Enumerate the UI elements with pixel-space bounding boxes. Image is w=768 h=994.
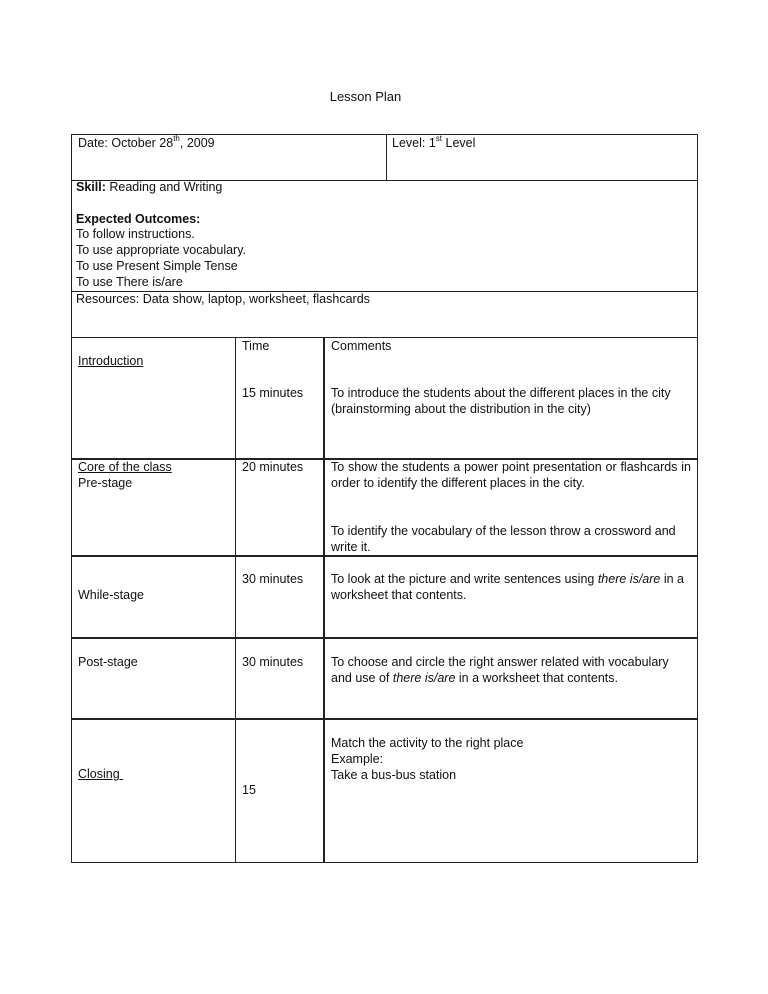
outcomes-list	[76, 226, 246, 290]
comment-while-stage: To look at the picture and write sentences using there is/are in a worksheet that contents.	[331, 572, 684, 602]
column-divider	[235, 337, 236, 863]
time-post-stage: 30 minutes	[242, 655, 304, 669]
comment-closing	[331, 735, 523, 783]
outcomes-heading: Expected Outcomes:	[76, 212, 201, 226]
time-closing: 15	[242, 783, 256, 797]
comment-pre-stage-1: To show the students a power point presentation or flashcards in order to identify the different places in the city.	[331, 460, 691, 490]
outcome-item: To use appropriate vocabulary.	[76, 243, 247, 257]
page-title: Lesson Plan	[329, 89, 402, 104]
stage-post: Post-stage	[78, 655, 138, 669]
outcome-item: To use There is/are	[76, 275, 183, 289]
level-text: Level: 1st Level	[392, 133, 476, 150]
closing-line: Take a bus-bus station	[331, 768, 457, 782]
resources-text: Resources: Data show, laptop, worksheet, flashcards	[76, 292, 370, 306]
stage-introduction: Introduction	[78, 354, 144, 368]
comment-post-stage: To choose and circle the right answer related with vocabulary and use of there is/are in a worksheet that contents.	[331, 655, 669, 685]
row-divider	[71, 555, 698, 557]
outcome-item: To follow instructions.	[76, 227, 195, 241]
comment-pre-stage-2: To identify the vocabulary of the lesson throw a crossword and write it.	[331, 524, 676, 554]
comment-introduction: To introduce the students about the different places in the city (brainstorming about the distribution in the city)	[331, 386, 671, 416]
date-text: Date: October 28th, 2009	[78, 133, 215, 150]
stage-while: While-stage	[78, 588, 144, 602]
skill-line: Skill: Reading and Writing	[76, 180, 223, 194]
closing-line: Example:	[331, 752, 384, 766]
stage-closing: Closing	[78, 767, 124, 781]
time-header: Time	[242, 339, 270, 353]
column-divider	[323, 337, 325, 863]
row-divider	[71, 718, 698, 720]
time-while-stage: 30 minutes	[242, 572, 304, 586]
time-pre-stage: 20 minutes	[242, 460, 304, 474]
row-divider	[71, 637, 698, 639]
time-introduction: 15 minutes	[242, 386, 304, 400]
outcome-item: To use Present Simple Tense	[76, 259, 238, 273]
comments-header: Comments	[331, 339, 392, 353]
stage-core: Core of the class	[78, 460, 172, 474]
stage-pre: Pre-stage	[78, 476, 133, 490]
closing-line: Match the activity to the right place	[331, 736, 524, 750]
